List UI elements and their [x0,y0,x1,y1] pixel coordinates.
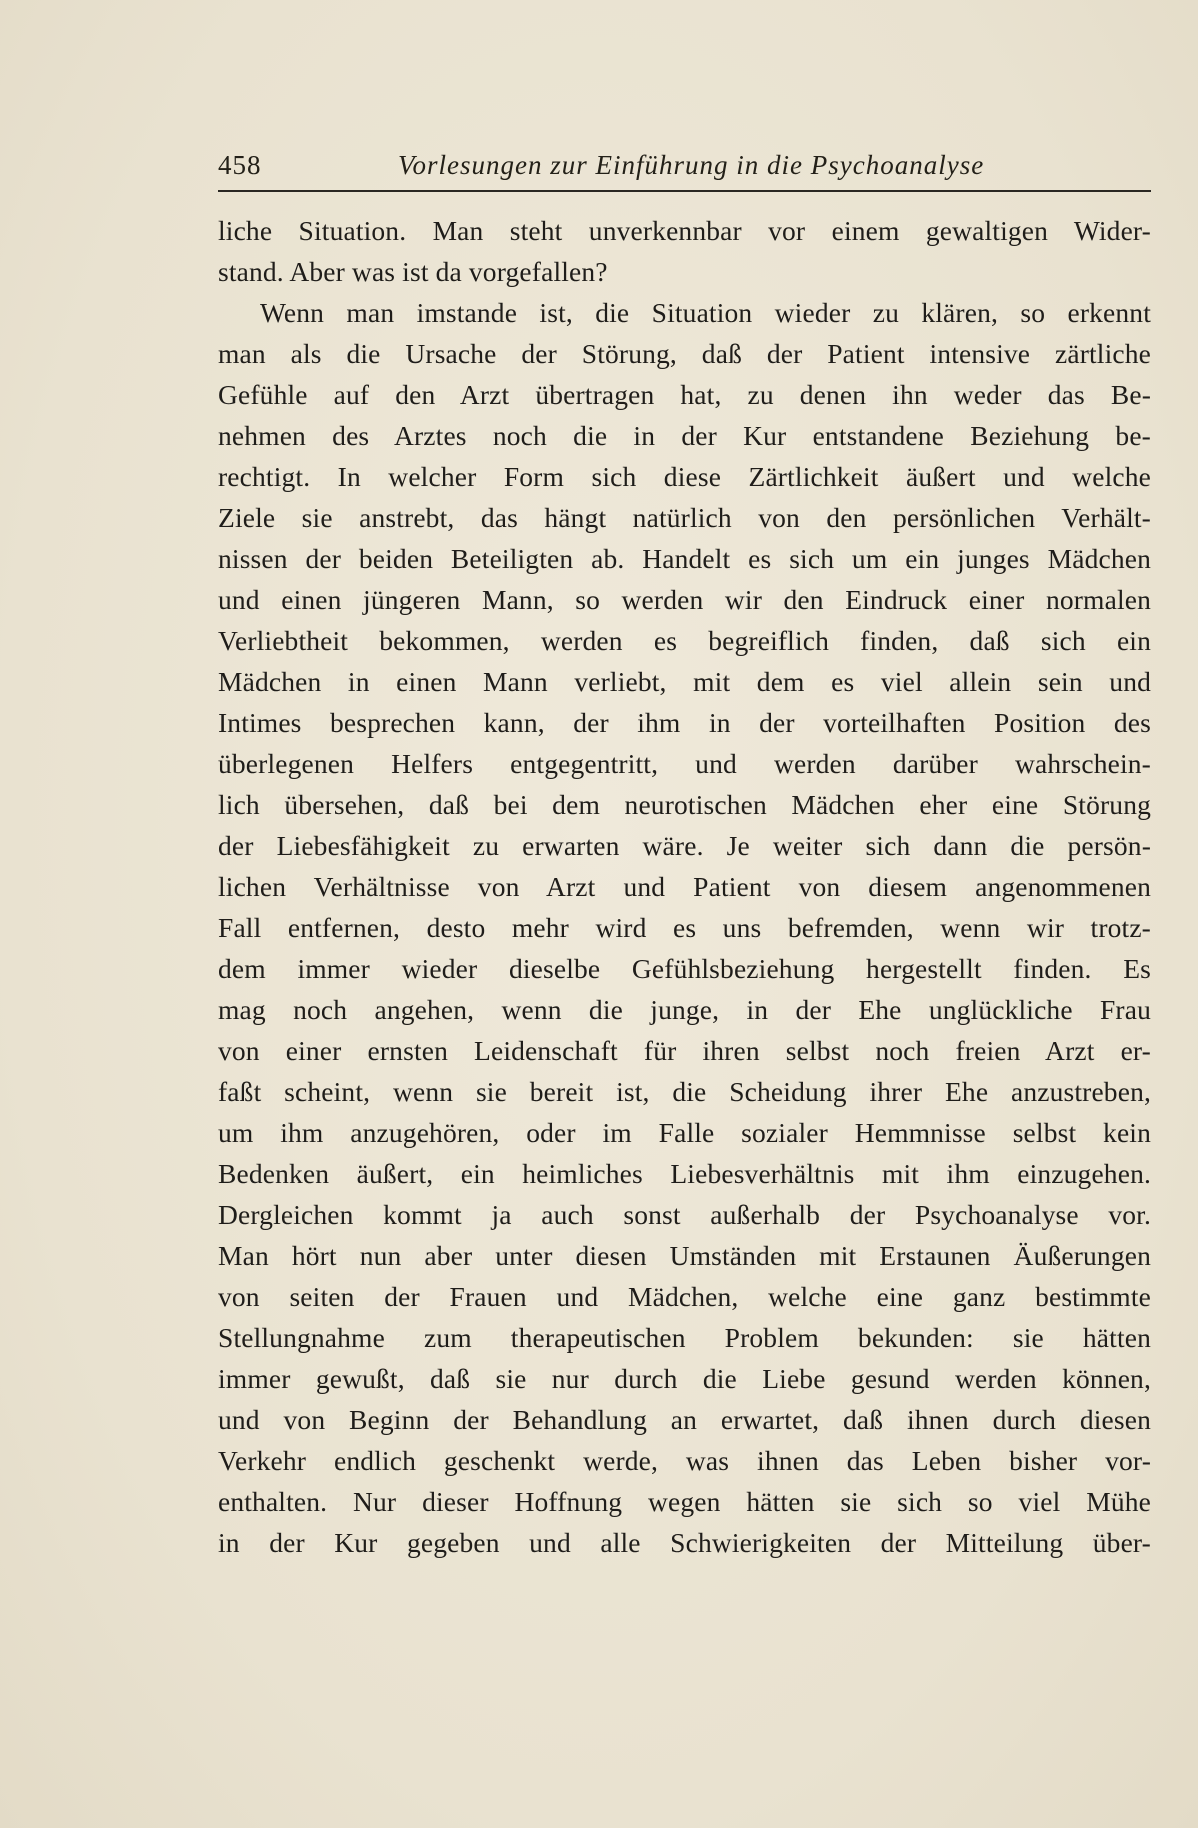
text-line: der Liebesfähigkeit zu erwarten wäre. Je weiter sich dann die persön- [218,830,1151,861]
text-line: stand. Aber was ist da vorgefallen? [218,256,608,287]
text-line: faßt scheint, wenn sie bereit ist, die Scheidung ihrer Ehe anzustreben, [218,1076,1151,1107]
text-line: Bedenken äußert, ein heimliches Liebesverhältnis mit ihm einzugehen. [218,1158,1151,1189]
text-line: und von Beginn der Behandlung an erwartet, daß ihnen durch diesen [218,1404,1151,1435]
text-line: man als die Ursache der Störung, daß der Patient intensive zärtliche [218,338,1151,369]
text-line: von einer ernsten Leidenschaft für ihren selbst noch freien Arzt er- [218,1035,1151,1066]
text-line: überlegenen Helfers entgegentritt, und werden darüber wahrschein- [218,748,1151,779]
text-line: immer gewußt, daß sie nur durch die Liebe gesund werden können, [218,1363,1151,1394]
text-line: Man hört nun aber unter diesen Umständen mit Erstaunen Äußerungen [218,1240,1151,1271]
text-line: lichen Verhältnisse von Arzt und Patient von diesem angenommenen [218,871,1151,902]
text-line: enthalten. Nur dieser Hoffnung wegen hätten sie sich so viel Mühe [218,1486,1151,1517]
text-line: nissen der beiden Beteiligten ab. Handelt es sich um ein junges Mädchen [218,543,1151,574]
text-line: Stellungnahme zum therapeutischen Problem bekunden: sie hätten [218,1322,1151,1353]
text-line: Ziele sie anstrebt, das hängt natürlich von den persönlichen Verhält- [218,502,1151,533]
text-line: liche Situation. Man steht unverkennbar vor einem gewaltigen Wider- [218,215,1151,246]
page-number: 458 [218,150,262,180]
text-line: Gefühle auf den Arzt übertragen hat, zu denen ihn weder das Be- [218,379,1151,410]
text-line: Intimes besprechen kann, der ihm in der vorteilhaften Position des [218,707,1151,738]
page-header [218,146,1151,186]
body-text [218,210,1151,1563]
text-line: nehmen des Arztes noch die in der Kur entstandene Beziehung be- [218,420,1151,451]
text-line: Dergleichen kommt ja auch sonst außerhalb der Psychoanalyse vor. [218,1199,1151,1230]
text-line: Fall entfernen, desto mehr wird es uns befremden, wenn wir trotz- [218,912,1151,943]
text-line: Wenn man imstande ist, die Situation wieder zu klären, so erkennt [260,297,1151,328]
text-line: Verliebtheit bekommen, werden es begreiflich finden, daß sich ein [218,625,1151,656]
text-line: in der Kur gegeben und alle Schwierigkeiten der Mitteilung über- [218,1527,1151,1558]
running-title: Vorlesungen zur Einführung in die Psychoanalyse [398,150,985,180]
text-line: dem immer wieder dieselbe Gefühlsbeziehung hergestellt finden. Es [218,953,1151,984]
text-line: und einen jüngeren Mann, so werden wir den Eindruck einer normalen [218,584,1151,615]
text-line: Verkehr endlich geschenkt werde, was ihnen das Leben bisher vor- [218,1445,1151,1476]
header-rule [218,190,1151,192]
text-line: lich übersehen, daß bei dem neurotischen Mädchen eher eine Störung [218,789,1151,820]
text-line: um ihm anzugehören, oder im Falle sozialer Hemmnisse selbst kein [218,1117,1151,1148]
text-line: Mädchen in einen Mann verliebt, mit dem es viel allein sein und [218,666,1151,697]
text-line: rechtigt. In welcher Form sich diese Zärtlichkeit äußert und welche [218,461,1151,492]
text-line: mag noch angehen, wenn die junge, in der Ehe unglückliche Frau [218,994,1151,1025]
text-line: von seiten der Frauen und Mädchen, welche eine ganz bestimmte [218,1281,1151,1312]
